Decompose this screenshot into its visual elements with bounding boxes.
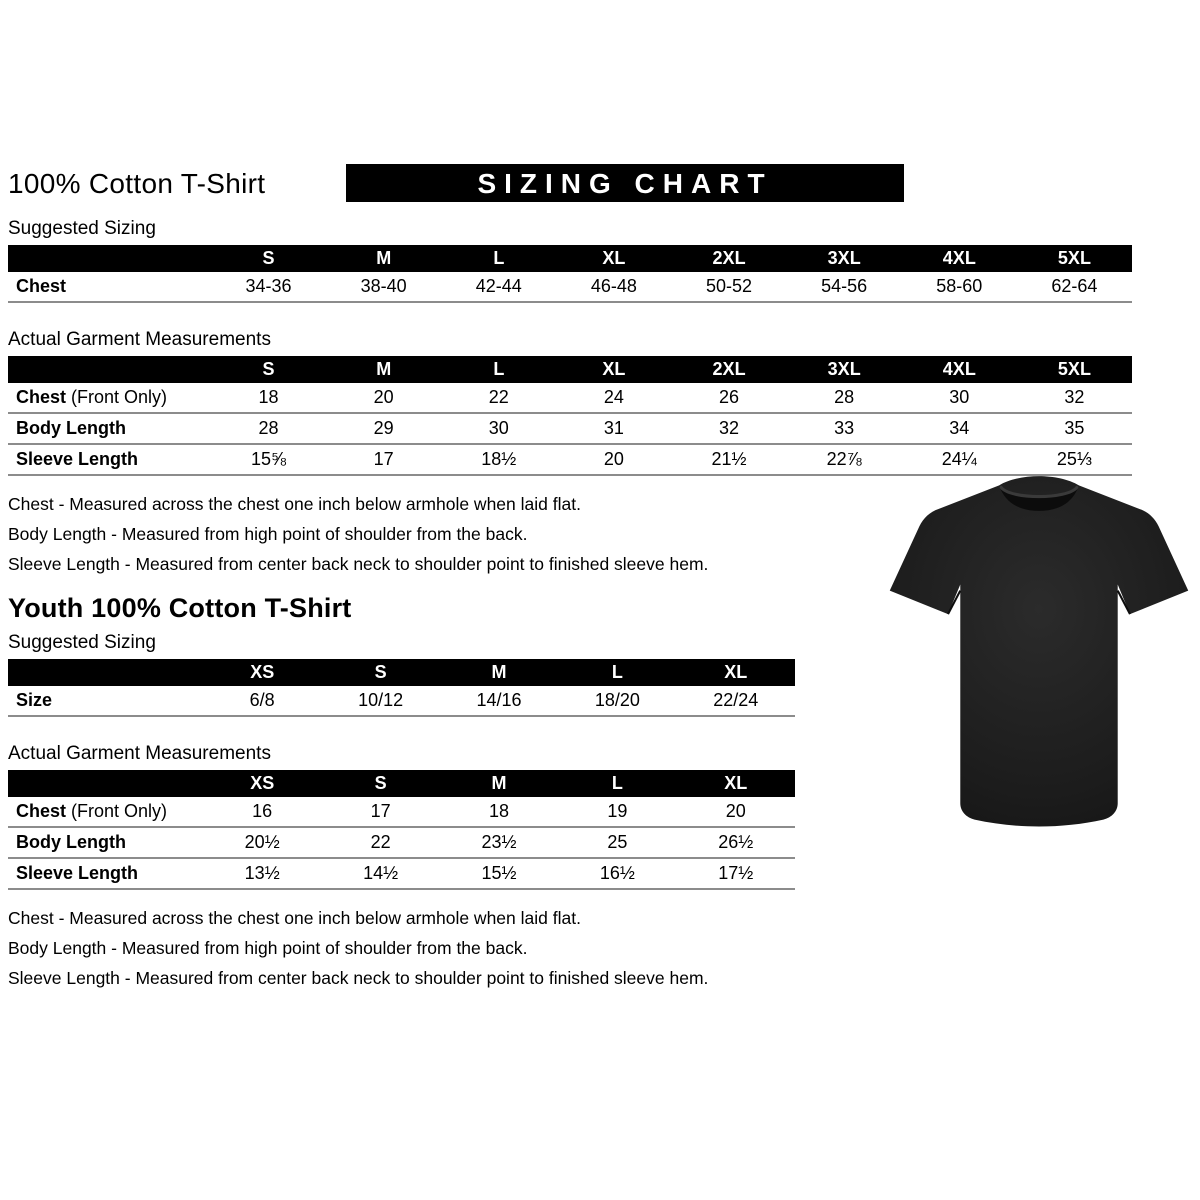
- measurement-row: [8, 858, 795, 889]
- note-line-chest: Chest - Measured across the chest one inch below armhole when laid flat.: [8, 908, 581, 928]
- size-column-header: XL: [677, 659, 795, 686]
- measurement-row: [8, 797, 795, 827]
- measurement-cell: 46-48: [556, 272, 671, 302]
- size-column-header: 5XL: [1017, 245, 1132, 272]
- tshirt-body: [890, 476, 1188, 826]
- size-header-spacer: [8, 659, 203, 686]
- size-column-header: S: [211, 356, 326, 383]
- row-label: Body Length: [8, 827, 203, 858]
- measurement-cell: 32: [1017, 383, 1132, 413]
- measurement-cell: 16½: [558, 858, 676, 889]
- page-title: 100% Cotton T-Shirt: [8, 168, 266, 199]
- note-line-body-length: Body Length - Measured from high point of shoulder from the back.: [8, 938, 528, 958]
- size-header-spacer: [8, 770, 203, 797]
- size-column-header: L: [441, 245, 556, 272]
- measurement-row: [8, 413, 1132, 444]
- note-line-sleeve-length: Sleeve Length - Measured from center back neck to shoulder point to finished sleeve hem.: [8, 554, 709, 574]
- measurement-cell: 28: [211, 413, 326, 444]
- measurement-cell: 15½: [440, 858, 558, 889]
- measurement-cell: 29: [326, 413, 441, 444]
- size-column-header: L: [558, 659, 676, 686]
- measurement-cell: 22⅞: [787, 444, 902, 475]
- measurement-cell: 26: [672, 383, 787, 413]
- measurement-cell: 58-60: [902, 272, 1017, 302]
- measurement-cell: 18½: [441, 444, 556, 475]
- measurement-cell: 18: [440, 797, 558, 827]
- measurement-cell: 15⅝: [211, 444, 326, 475]
- header-row: [8, 164, 1138, 210]
- youth-actual-measurements-table: [8, 770, 795, 890]
- measurement-cell: 13½: [203, 858, 321, 889]
- measurement-cell: 22: [321, 827, 439, 858]
- measurement-cell: 26½: [677, 827, 795, 858]
- adult-suggested-sizing-table: [8, 245, 1132, 303]
- measurement-cell: 24¼: [902, 444, 1017, 475]
- measurement-cell: 18: [211, 383, 326, 413]
- size-header-row: [8, 245, 1132, 272]
- row-label: Body Length: [8, 413, 211, 444]
- size-column-header: 4XL: [902, 245, 1017, 272]
- size-header-row: [8, 770, 795, 797]
- size-column-header: 3XL: [787, 245, 902, 272]
- measurement-cell: 17: [321, 797, 439, 827]
- size-column-header: S: [321, 659, 439, 686]
- size-header-row: [8, 356, 1132, 383]
- size-column-header: XL: [556, 245, 671, 272]
- measurement-cell: 38-40: [326, 272, 441, 302]
- size-column-header: XL: [556, 356, 671, 383]
- measurement-cell: 19: [558, 797, 676, 827]
- adult-actual-measurements-label: Actual Garment Measurements: [8, 329, 271, 350]
- measurement-cell: 25⅓: [1017, 444, 1132, 475]
- tshirt-product-image: [885, 470, 1193, 838]
- row-label: Size: [8, 686, 203, 716]
- measurement-cell: 35: [1017, 413, 1132, 444]
- measurement-cell: 18/20: [558, 686, 676, 716]
- size-header-spacer: [8, 245, 211, 272]
- note-line-chest: Chest - Measured across the chest one inch below armhole when laid flat.: [8, 494, 581, 514]
- measurement-cell: 17: [326, 444, 441, 475]
- measurement-cell: 23½: [440, 827, 558, 858]
- row-label: Chest (Front Only): [8, 383, 211, 413]
- sizing-chart-banner: SIZING CHART: [346, 164, 904, 202]
- measurement-cell: 34: [902, 413, 1017, 444]
- measurement-cell: 30: [902, 383, 1017, 413]
- size-column-header: M: [440, 770, 558, 797]
- measurement-cell: 16: [203, 797, 321, 827]
- size-column-header: S: [211, 245, 326, 272]
- size-column-header: L: [558, 770, 676, 797]
- size-column-header: 4XL: [902, 356, 1017, 383]
- size-header-row: [8, 659, 795, 686]
- row-label: Sleeve Length: [8, 444, 211, 475]
- measurement-cell: 31: [556, 413, 671, 444]
- measurement-cell: 34-36: [211, 272, 326, 302]
- measurement-cell: 54-56: [787, 272, 902, 302]
- measurement-cell: 32: [672, 413, 787, 444]
- measurement-cell: 25: [558, 827, 676, 858]
- measurement-cell: 22/24: [677, 686, 795, 716]
- measurement-cell: 10/12: [321, 686, 439, 716]
- youth-title: Youth 100% Cotton T-Shirt: [8, 593, 352, 623]
- size-column-header: XL: [677, 770, 795, 797]
- measurement-cell: 28: [787, 383, 902, 413]
- size-column-header: XS: [203, 770, 321, 797]
- adult-suggested-sizing-label: Suggested Sizing: [8, 218, 156, 239]
- measurement-cell: 30: [441, 413, 556, 444]
- measurement-cell: 20: [326, 383, 441, 413]
- size-header-spacer: [8, 356, 211, 383]
- measurement-cell: 33: [787, 413, 902, 444]
- youth-actual-measurements-label: Actual Garment Measurements: [8, 743, 271, 764]
- size-column-header: S: [321, 770, 439, 797]
- adult-actual-measurements-table: [8, 356, 1132, 476]
- size-column-header: 5XL: [1017, 356, 1132, 383]
- size-column-header: XS: [203, 659, 321, 686]
- measurement-row: [8, 686, 795, 716]
- youth-suggested-sizing-table: [8, 659, 795, 717]
- measurement-cell: 42-44: [441, 272, 556, 302]
- measurement-cell: 20: [556, 444, 671, 475]
- size-column-header: 2XL: [672, 245, 787, 272]
- row-label: Chest (Front Only): [8, 797, 203, 827]
- measurement-cell: 14/16: [440, 686, 558, 716]
- measurement-cell: 17½: [677, 858, 795, 889]
- size-column-header: M: [440, 659, 558, 686]
- measurement-cell: 20½: [203, 827, 321, 858]
- size-column-header: 3XL: [787, 356, 902, 383]
- measurement-row: [8, 827, 795, 858]
- measurement-cell: 62-64: [1017, 272, 1132, 302]
- measurement-row: [8, 272, 1132, 302]
- measurement-cell: 20: [677, 797, 795, 827]
- note-line-body-length: Body Length - Measured from high point of shoulder from the back.: [8, 524, 528, 544]
- measurement-cell: 22: [441, 383, 556, 413]
- measurement-cell: 21½: [672, 444, 787, 475]
- row-label: Sleeve Length: [8, 858, 203, 889]
- size-column-header: M: [326, 245, 441, 272]
- measurement-cell: 6/8: [203, 686, 321, 716]
- measurement-row: [8, 383, 1132, 413]
- size-column-header: 2XL: [672, 356, 787, 383]
- measurement-cell: 24: [556, 383, 671, 413]
- measurement-cell: 50-52: [672, 272, 787, 302]
- size-column-header: M: [326, 356, 441, 383]
- note-line-sleeve-length: Sleeve Length - Measured from center back neck to shoulder point to finished sleeve hem.: [8, 968, 709, 988]
- measurement-cell: 14½: [321, 858, 439, 889]
- size-column-header: L: [441, 356, 556, 383]
- youth-suggested-sizing-label: Suggested Sizing: [8, 632, 156, 653]
- row-label: Chest: [8, 272, 211, 302]
- youth-measurement-notes: [8, 903, 1138, 993]
